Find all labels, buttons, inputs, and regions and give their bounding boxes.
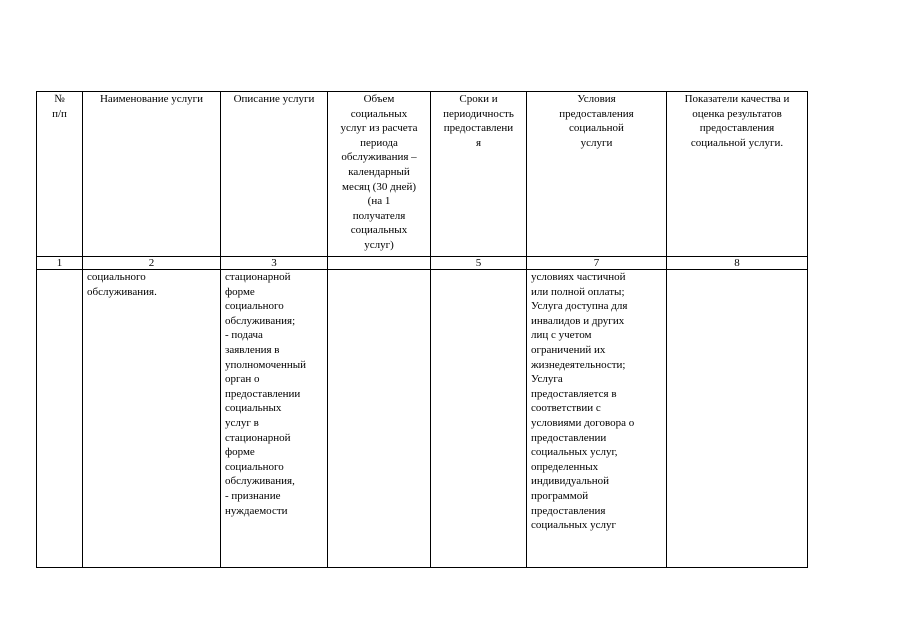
cell-service-description: стационарной форме социального обслуживания; - подача заявления в уполномоченный орган о предоставлении социальных услуг в стационарной форме социального обслуживания, - признание нуждаемости — [221, 270, 328, 568]
table-row — [37, 270, 808, 568]
services-table — [36, 91, 808, 568]
column-number: 1 — [37, 257, 83, 270]
header-row — [37, 92, 808, 257]
header-terms-periodicity: Сроки и периодичность предоставлени я — [431, 92, 527, 257]
cell-terms-periodicity — [431, 270, 527, 568]
column-number: 8 — [667, 257, 808, 270]
header-service-description: Описание услуги — [221, 92, 328, 257]
header-number: № п/п — [37, 92, 83, 257]
column-number: 5 — [431, 257, 527, 270]
cell-quality-indicators — [667, 270, 808, 568]
column-number: 7 — [527, 257, 667, 270]
column-number-row — [37, 257, 808, 270]
column-number: 2 — [83, 257, 221, 270]
header-service-name: Наименование услуги — [83, 92, 221, 257]
column-number — [328, 257, 431, 270]
header-quality-indicators: Показатели качества и оценка результатов предоставления социальной услуги. — [667, 92, 808, 257]
column-number: 3 — [221, 257, 328, 270]
header-conditions: Условия предоставления социальной услуги — [527, 92, 667, 257]
cell-service-name: социального обслуживания. — [83, 270, 221, 568]
header-service-volume: Объем социальных услуг из расчета периода обслуживания – календарный месяц (30 дней) (на 1 получателя социальных услуг) — [328, 92, 431, 257]
cell-service-volume — [328, 270, 431, 568]
cell-conditions: условиях частичной или полной оплаты; Услуга доступна для инвалидов и других лиц с учетом ограничений их жизнедеятельности; Услуга предоставляется в соответствии с условиями договора о предоставлении социальных услуг, определенных индивидуальной программой предоставления социальных услуг — [527, 270, 667, 568]
cell-number — [37, 270, 83, 568]
